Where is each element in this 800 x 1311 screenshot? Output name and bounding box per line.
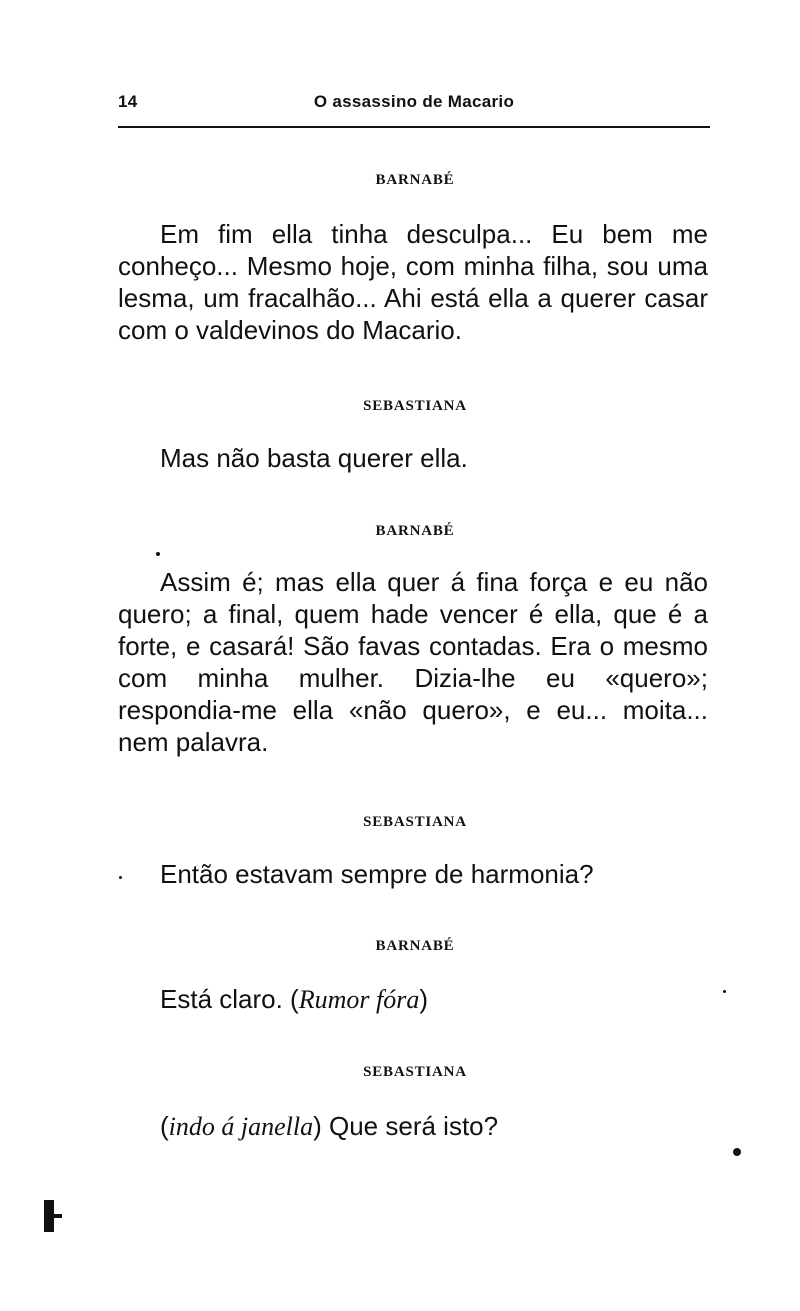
speech-text: Assim é; mas ella quer á fina força e eu não quero; a final, quem hade vencer é ella, que é a forte, e casará! São favas contadas. Era o mesmo com minha mulher. Dizia-lhe eu «quero»; respondia-me ella «não quero», e eu... moita... nem palavra. xyxy=(118,567,708,757)
speech-words: Que será isto? xyxy=(329,1111,499,1141)
header-rule xyxy=(118,126,710,128)
speech-text: Está claro. (Rumor fóra) xyxy=(160,984,429,1014)
speaker-name: BARNABÉ xyxy=(375,938,455,954)
speaker-name: SEBASTIANA xyxy=(363,398,467,414)
stage-direction: Rumor fóra xyxy=(298,985,420,1014)
speaker-name: BARNABÉ xyxy=(375,172,455,188)
scan-speck xyxy=(119,876,122,879)
scan-speck xyxy=(156,552,160,556)
speech-text: Então estavam sempre de harmonia? xyxy=(160,859,594,889)
speaker-name: SEBASTIANA xyxy=(363,814,467,830)
scan-edge-mark xyxy=(44,1200,54,1232)
speaker-name: BARNABÉ xyxy=(375,523,455,539)
speech-text: Em fim ella tinha desculpa... Eu bem me conheço... Mesmo hoje, com minha filha, sou uma lesma, um fracalhão... Ahi está ella a querer casar com o valdevinos do Macario. xyxy=(118,219,708,345)
speech-text: Mas não basta querer ella. xyxy=(160,443,468,473)
running-title: O assassino de Macario xyxy=(313,92,515,111)
speaker-name: SEBASTIANA xyxy=(363,1064,467,1080)
speech-words: Está claro. xyxy=(160,984,283,1014)
speech-text: (indo á janella) Que será isto? xyxy=(160,1111,499,1141)
page-number: 14 xyxy=(118,92,138,111)
scan-speck xyxy=(723,990,726,993)
stage-direction: indo á janella xyxy=(168,1112,314,1141)
running-head xyxy=(118,92,710,122)
scan-speck xyxy=(733,1148,741,1156)
